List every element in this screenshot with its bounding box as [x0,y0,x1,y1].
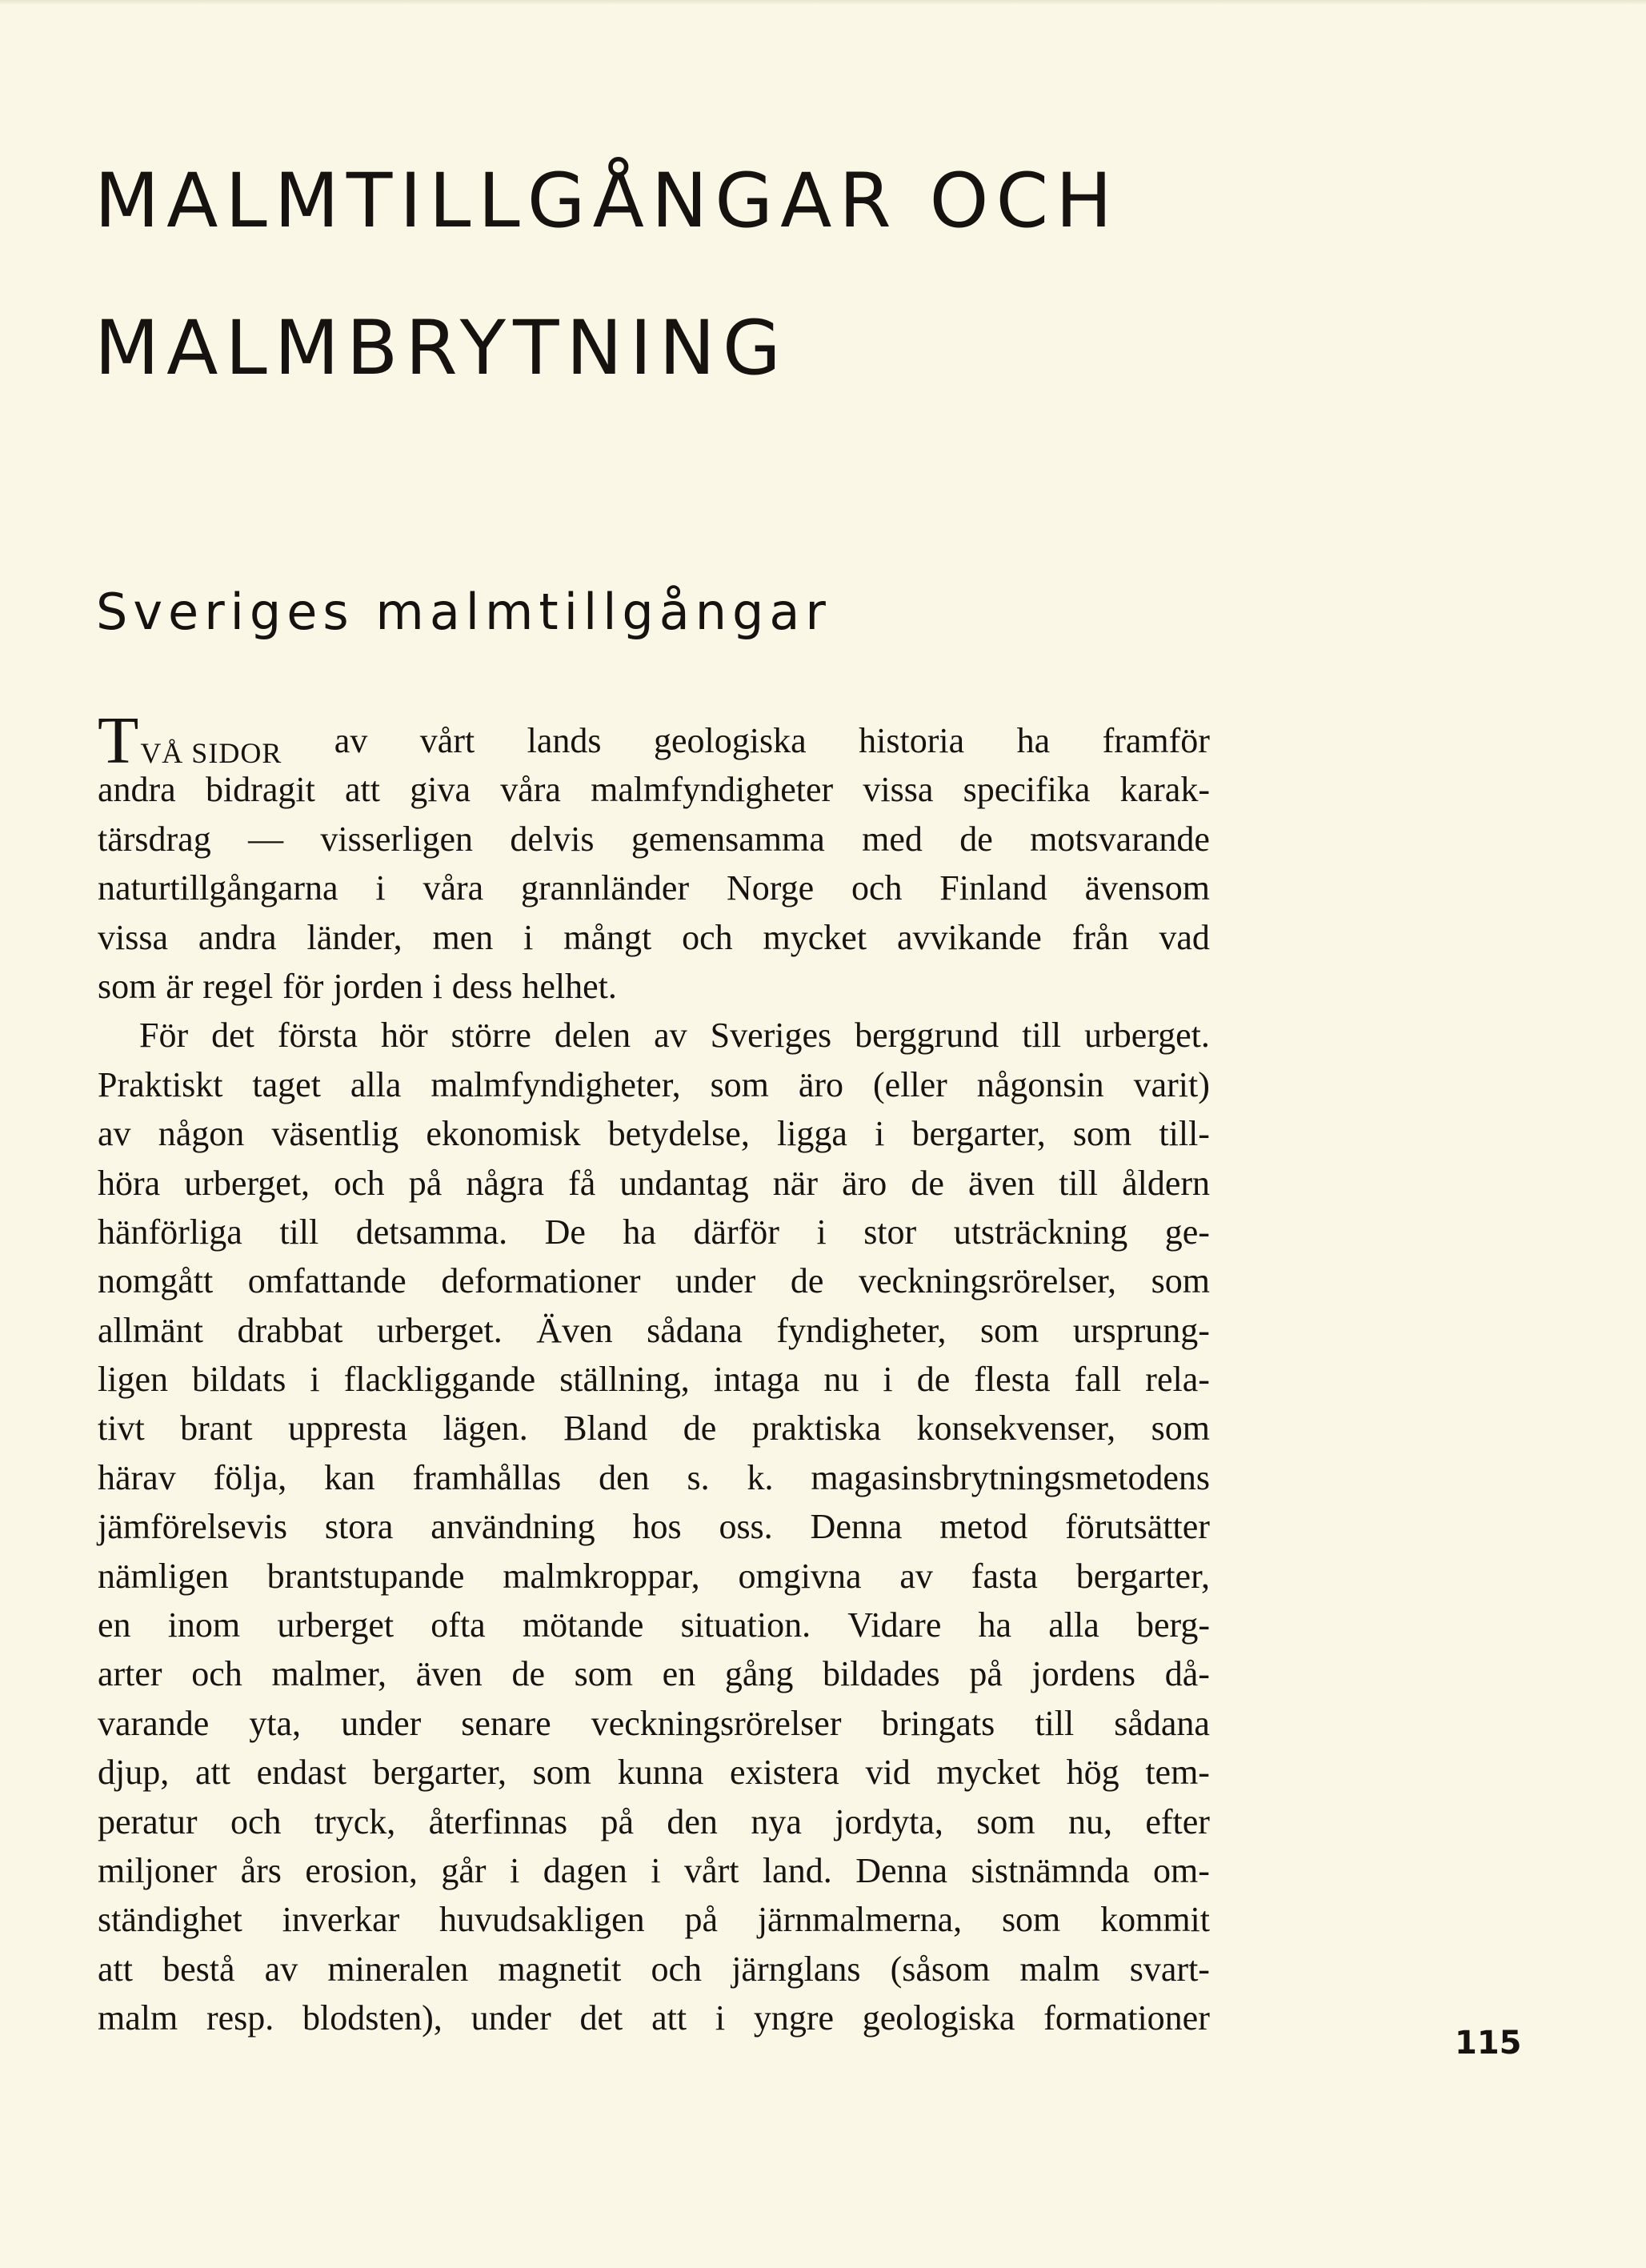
word: dess [451,966,513,1006]
word: vissa [863,770,934,810]
word: till [1022,1016,1062,1056]
word: det [211,1016,254,1056]
word: geologiska [862,1998,1015,2038]
word: För [139,1016,189,1056]
word: ligga [776,1114,847,1154]
word: att [651,1998,687,2038]
section-title: Sveriges malmtillgångar [96,583,831,641]
word: naturtillgångarna [98,868,338,908]
word: när [772,1163,818,1203]
word: stora [324,1507,394,1547]
text-line [98,1699,1210,1748]
chapter-title-line-1: MALMTILLGÅNGAR OCH [94,158,1119,245]
word: alla [1048,1605,1099,1645]
word: de [916,1360,951,1400]
word: som [1001,1900,1061,1940]
word: till [1035,1703,1075,1743]
word: sådana [1114,1703,1210,1743]
word: nya [751,1801,802,1841]
word: malmfyndigheter [591,770,834,810]
word: vårt [419,721,475,760]
word: urberget, [184,1163,310,1203]
word: grannländer [520,868,690,908]
word: att [345,770,380,810]
text-line [98,864,1210,912]
word: äro [842,1163,887,1203]
word: av [654,1016,687,1056]
word: våra [423,868,484,908]
word: förutsätter [1065,1507,1210,1547]
word: våra [500,770,561,810]
word: och [851,868,903,908]
word: och [651,1949,703,1989]
word: de [683,1408,717,1449]
word: malmkroppar, [503,1556,700,1596]
word: andra [98,770,176,810]
word: återfinnas [428,1801,568,1841]
word: urberget. [376,1310,503,1350]
word: Finland [939,868,1047,908]
word: en [662,1654,696,1694]
word: sådana [647,1310,743,1350]
word: länder, [306,917,402,957]
word: De [544,1212,586,1252]
word: vid [865,1753,911,1793]
word: allmänt [98,1310,203,1350]
text-line [98,1109,1210,1158]
word: malm [98,1998,178,2038]
word: som [976,1801,1035,1841]
word: inom [167,1605,241,1645]
word: metod [939,1507,1028,1547]
word: i [875,1114,885,1154]
word: fyndigheter, [776,1310,947,1350]
text-line [98,1601,1210,1649]
word: mineralen [327,1949,469,1989]
word: drabbat [237,1310,343,1350]
word: i [375,868,386,908]
page-number: 115 [1455,2025,1522,2062]
word: praktiska [751,1408,882,1449]
text-line [98,1159,1210,1208]
word: få [568,1163,596,1203]
word: Praktiskt [98,1064,223,1104]
text-line [98,1404,1210,1453]
word: kunna [617,1753,704,1793]
word: som [1072,1114,1132,1154]
word: på [600,1801,635,1841]
word: i [715,1998,726,2038]
word: oss. [719,1507,773,1547]
word: omfattande [247,1261,406,1301]
word: giva [410,770,471,810]
word: inverkar [282,1900,400,1940]
word: regel [202,966,274,1006]
word: de [790,1261,824,1301]
word: i [523,917,534,957]
word: i [310,1360,320,1400]
word: konsekvenser, [916,1408,1116,1449]
word: som [979,1310,1039,1350]
word: specifika [963,770,1091,810]
word: Bland [563,1408,648,1449]
text-line [98,1453,1210,1502]
word: härav [98,1457,176,1497]
word: mycket [763,917,867,957]
word: veckningsrörelser, [859,1261,1117,1301]
word: — [248,819,284,859]
word: bestå [162,1949,235,1989]
word: på [408,1163,443,1203]
word: geologiska [654,721,807,760]
word: jordyta, [835,1801,943,1841]
word: bildats [192,1360,286,1400]
word: kan [324,1457,375,1497]
word: större [451,1016,531,1056]
word: undantag [619,1163,749,1203]
word: hänförliga [98,1212,242,1252]
text-line [98,815,1210,864]
word: betydelse, [607,1114,750,1154]
word: ligen [98,1360,168,1400]
word: några [466,1163,545,1203]
word: och [191,1654,242,1694]
word: tärsdrag [98,819,211,859]
word: i [651,1850,661,1890]
word: ha [978,1605,1012,1645]
word: jordens [1031,1654,1136,1694]
word: k. [747,1457,774,1497]
opening-smallcaps: VÅ SIDOR [140,737,282,769]
text-line [98,1011,1210,1060]
word: resp. [206,1998,274,2038]
word: fall [1074,1360,1122,1400]
word: varande [98,1703,210,1743]
word: urberget [277,1605,394,1645]
word: karak- [1119,770,1210,810]
word: ställning, [559,1360,690,1400]
word: nämligen [98,1556,229,1596]
text-line [98,1649,1210,1698]
word: de [959,819,993,859]
word: under [341,1703,422,1743]
word: gång [724,1654,794,1694]
word: och [334,1163,385,1203]
word: visserligen [320,819,474,859]
word: nu, [1067,1801,1112,1841]
word: det [579,1998,623,2038]
text-line [98,1945,1210,1994]
word: bergarter, [1075,1556,1210,1596]
word: en [98,1605,131,1645]
word: Denna [810,1507,903,1547]
word: taget [252,1064,321,1104]
word: och [230,1801,282,1841]
word: vad [1159,917,1210,957]
word: på [684,1900,719,1940]
word: detsamma. [355,1212,508,1252]
word: lands [527,721,602,760]
text-line [98,1994,1210,2042]
word: blodsten), [302,1998,443,2038]
word: höra [98,1163,161,1203]
word: järnmalmerna, [757,1900,963,1940]
word: i [510,1850,520,1890]
word: om- [1152,1850,1210,1890]
word: väsentlig [271,1114,399,1154]
word: arter [98,1654,162,1694]
word: intaga [713,1360,800,1400]
word: järnglans [731,1949,861,1989]
word: är [166,966,194,1006]
word: ständighet [98,1900,242,1940]
word: motsvarande [1030,819,1210,859]
word: miljoner [98,1850,218,1890]
text-line [98,1552,1210,1601]
word: då- [1164,1654,1210,1694]
word: går [441,1850,487,1890]
word: flesta [974,1360,1051,1400]
word: (såsom [890,1949,991,1989]
word: följa, [213,1457,287,1497]
word: års [240,1850,282,1890]
word: som [710,1064,769,1104]
text-line [98,703,1210,778]
word: ekonomisk [426,1114,581,1154]
word: även [415,1654,483,1694]
text-line [98,765,1210,814]
word: åldern [1122,1163,1210,1203]
word: urberget. [1084,1016,1210,1056]
word: deformationer [441,1261,641,1301]
word: av [264,1949,298,1989]
word: stor [863,1212,917,1252]
word: även [967,1163,1035,1203]
text-line [98,1208,1210,1256]
word: malmer, [271,1654,387,1694]
word: de [511,1654,545,1694]
word: i [883,1360,893,1400]
word: nomgått [98,1261,214,1301]
word: svart- [1129,1949,1210,1989]
word: uppresta [287,1408,408,1449]
word: men [432,917,494,957]
word: tivt [98,1408,145,1449]
word: yta, [249,1703,302,1743]
word: huvudsakligen [439,1900,645,1940]
text-line [98,1502,1210,1551]
word: flackliggande [343,1360,536,1400]
word: magasinsbrytningsmetodens [811,1457,1210,1497]
word: mångt [563,917,652,957]
word: på [969,1654,1003,1694]
word: mycket [936,1753,1040,1793]
word: därför [693,1212,779,1252]
word: alla [350,1064,402,1104]
word: peratur [98,1801,198,1841]
opening-words [98,703,282,778]
word: situation. [680,1605,811,1645]
word: till- [1159,1114,1210,1154]
word: som [532,1753,592,1793]
text-line [98,1797,1210,1846]
word: dagen [543,1850,627,1890]
word: efter [1145,1801,1210,1841]
word: andra [198,917,277,957]
word: bergarter, [372,1753,507,1793]
word: senare [461,1703,551,1743]
word: hör [381,1016,428,1056]
word: utsträckning [953,1212,1128,1252]
word: Vidare [847,1605,942,1645]
word: tryck, [314,1801,396,1841]
word: ge- [1164,1212,1210,1252]
word: den [599,1457,650,1497]
word: magnetit [498,1949,622,1989]
word: att [194,1753,230,1793]
word: bringats [881,1703,995,1743]
word: erosion, [305,1850,418,1890]
word: användning [431,1507,595,1547]
word: hos [632,1507,682,1547]
word: fasta [971,1556,1038,1596]
word: delvis [510,819,595,859]
word: nu [823,1360,859,1400]
word: ha [1016,721,1051,760]
chapter-title [94,128,1455,423]
word: vårt [684,1850,739,1890]
drop-cap: T [98,703,139,778]
word: endast [256,1753,347,1793]
word: veckningsrörelser [591,1703,842,1743]
word: från [1071,917,1129,957]
word: helhet. [522,966,617,1006]
word: och [682,917,733,957]
word: Norge [726,868,815,908]
word: Även [536,1310,613,1350]
word: avvikande [896,917,1042,957]
word: berggrund [855,1016,999,1056]
word: djup, [98,1753,170,1793]
word: formationer [1043,1998,1210,2038]
text-line [98,962,1210,1011]
word: kommit [1100,1900,1210,1940]
word: som [1151,1408,1210,1449]
text-line [98,1256,1210,1305]
word: omgivna [738,1556,862,1596]
word: som [1151,1261,1210,1301]
word: existera [729,1753,839,1793]
text-line [98,1895,1210,1944]
word: av [98,1114,131,1154]
word: jämförelsevis [98,1507,288,1547]
word: rela- [1145,1360,1210,1400]
word: Sveriges [710,1016,832,1056]
word: gemensamma [631,819,825,859]
word: ursprung- [1072,1310,1210,1350]
word: Denna [855,1850,948,1890]
word: ha [623,1212,656,1252]
word: delen [554,1016,631,1056]
word: i [816,1212,827,1252]
page-edge [0,0,1646,5]
word: i [432,966,443,1006]
word: bidragit [205,770,315,810]
word: någonsin [976,1064,1104,1104]
word: bildades [823,1654,940,1694]
chapter-title-line-2: MALMBRYTNING [94,305,788,392]
word: bergarter, [911,1114,1046,1154]
body-text [98,703,1210,2043]
word: under [675,1261,756,1301]
word: land. [762,1850,832,1890]
word: till [279,1212,319,1252]
word: brantstupande [266,1556,465,1596]
word: första [277,1016,358,1056]
word: jorden [333,966,423,1006]
word: med [862,819,923,859]
word: brant [180,1408,253,1449]
word: (eller [873,1064,947,1104]
word: som [98,966,157,1006]
word: de [911,1163,944,1203]
word: historia [859,721,965,760]
word: berg- [1135,1605,1210,1645]
word: framhållas [412,1457,562,1497]
word: ofta [431,1605,486,1645]
text-line [98,1748,1210,1797]
word: hög [1066,1753,1119,1793]
word: ävensom [1084,868,1210,908]
word: tem- [1145,1753,1210,1793]
text-line [98,1846,1210,1895]
text-line [98,1355,1210,1404]
word: framför [1102,721,1210,760]
text-line [98,1060,1210,1109]
word: äro [798,1064,844,1104]
word: malm [1019,1949,1100,1989]
word: av [899,1556,933,1596]
word: vissa [98,917,168,957]
word: som [574,1654,633,1694]
word: lägen. [443,1408,528,1449]
word: varit) [1133,1064,1210,1104]
word: den [667,1801,718,1841]
word: sistnämnda [971,1850,1130,1890]
word: yngre [753,1998,834,2038]
word: mötande [522,1605,644,1645]
word: malmfyndigheter, [431,1064,681,1104]
word: att [98,1949,133,1989]
word: av [334,721,368,760]
word: någon [158,1114,245,1154]
text-line [98,1306,1210,1355]
word: under [471,1998,551,2038]
word: till [1059,1163,1098,1203]
text-line [98,913,1210,962]
word: s. [687,1457,710,1497]
word: för [282,966,324,1006]
